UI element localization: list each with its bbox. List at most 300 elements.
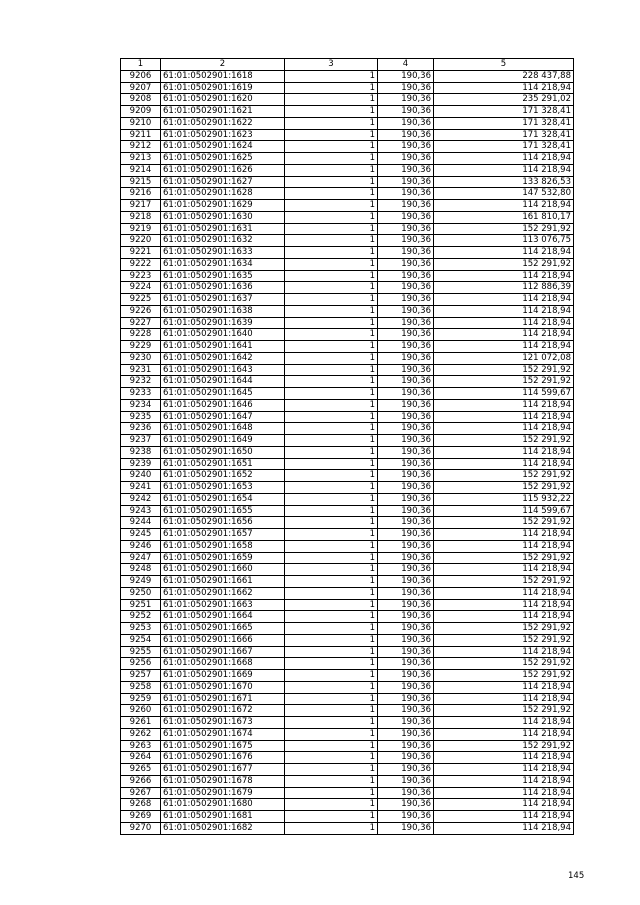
area-cell: 190,36 bbox=[378, 200, 434, 212]
header-cell-col3: 3 bbox=[285, 59, 378, 71]
row-number-cell: 9206 bbox=[121, 70, 161, 82]
cadastral-number-cell: 61:01:0502901:1657 bbox=[161, 529, 285, 541]
table-row bbox=[121, 352, 574, 364]
area-cell: 190,36 bbox=[378, 705, 434, 717]
value-cell: 112 886,39 bbox=[434, 282, 574, 294]
table-row bbox=[121, 94, 574, 106]
row-number-cell: 9231 bbox=[121, 364, 161, 376]
cadastral-number-cell: 61:01:0502901:1680 bbox=[161, 799, 285, 811]
row-number-cell: 9239 bbox=[121, 458, 161, 470]
row-number-cell: 9237 bbox=[121, 435, 161, 447]
area-cell: 190,36 bbox=[378, 411, 434, 423]
table-row bbox=[121, 364, 574, 376]
area-cell: 190,36 bbox=[378, 305, 434, 317]
area-cell: 190,36 bbox=[378, 576, 434, 588]
cadastral-number-cell: 61:01:0502901:1619 bbox=[161, 82, 285, 94]
cadastral-number-cell: 61:01:0502901:1658 bbox=[161, 540, 285, 552]
table-row bbox=[121, 305, 574, 317]
table-row bbox=[121, 529, 574, 541]
table-row bbox=[121, 705, 574, 717]
row-number-cell: 9209 bbox=[121, 106, 161, 118]
row-number-cell: 9253 bbox=[121, 623, 161, 635]
table-row bbox=[121, 411, 574, 423]
row-number-cell: 9268 bbox=[121, 799, 161, 811]
quantity-cell: 1 bbox=[285, 623, 378, 635]
quantity-cell: 1 bbox=[285, 493, 378, 505]
area-cell: 190,36 bbox=[378, 153, 434, 165]
area-cell: 190,36 bbox=[378, 399, 434, 411]
row-number-cell: 9249 bbox=[121, 576, 161, 588]
row-number-cell: 9211 bbox=[121, 129, 161, 141]
cadastral-number-cell: 61:01:0502901:1629 bbox=[161, 200, 285, 212]
area-cell: 190,36 bbox=[378, 470, 434, 482]
cadastral-number-cell: 61:01:0502901:1626 bbox=[161, 164, 285, 176]
table-row bbox=[121, 576, 574, 588]
quantity-cell: 1 bbox=[285, 211, 378, 223]
row-number-cell: 9264 bbox=[121, 752, 161, 764]
area-cell: 190,36 bbox=[378, 505, 434, 517]
value-cell: 114 218,94 bbox=[434, 752, 574, 764]
value-cell: 152 291,92 bbox=[434, 470, 574, 482]
area-cell: 190,36 bbox=[378, 681, 434, 693]
cadastral-number-cell: 61:01:0502901:1633 bbox=[161, 247, 285, 259]
table-row bbox=[121, 540, 574, 552]
quantity-cell: 1 bbox=[285, 411, 378, 423]
value-cell: 171 328,41 bbox=[434, 141, 574, 153]
value-cell: 114 218,94 bbox=[434, 681, 574, 693]
row-number-cell: 9238 bbox=[121, 446, 161, 458]
quantity-cell: 1 bbox=[285, 435, 378, 447]
row-number-cell: 9227 bbox=[121, 317, 161, 329]
value-cell: 152 291,92 bbox=[434, 435, 574, 447]
cadastral-number-cell: 61:01:0502901:1678 bbox=[161, 775, 285, 787]
value-cell: 115 932,22 bbox=[434, 493, 574, 505]
value-cell: 114 218,94 bbox=[434, 693, 574, 705]
quantity-cell: 1 bbox=[285, 94, 378, 106]
cadastral-number-cell: 61:01:0502901:1665 bbox=[161, 623, 285, 635]
cadastral-number-cell: 61:01:0502901:1628 bbox=[161, 188, 285, 200]
row-number-cell: 9256 bbox=[121, 658, 161, 670]
quantity-cell: 1 bbox=[285, 446, 378, 458]
quantity-cell: 1 bbox=[285, 305, 378, 317]
value-cell: 152 291,92 bbox=[434, 223, 574, 235]
quantity-cell: 1 bbox=[285, 200, 378, 212]
table-row bbox=[121, 200, 574, 212]
value-cell: 114 218,94 bbox=[434, 611, 574, 623]
value-cell: 228 437,88 bbox=[434, 70, 574, 82]
area-cell: 190,36 bbox=[378, 317, 434, 329]
value-cell: 171 328,41 bbox=[434, 106, 574, 118]
table-row bbox=[121, 752, 574, 764]
page-number: 145 bbox=[568, 871, 585, 881]
row-number-cell: 9261 bbox=[121, 717, 161, 729]
area-cell: 190,36 bbox=[378, 352, 434, 364]
area-cell: 190,36 bbox=[378, 188, 434, 200]
row-number-cell: 9246 bbox=[121, 540, 161, 552]
table-row bbox=[121, 153, 574, 165]
table-row bbox=[121, 564, 574, 576]
area-cell: 190,36 bbox=[378, 740, 434, 752]
table-row bbox=[121, 399, 574, 411]
table-row bbox=[121, 211, 574, 223]
value-cell: 114 218,94 bbox=[434, 153, 574, 165]
table-row bbox=[121, 470, 574, 482]
value-cell: 152 291,92 bbox=[434, 552, 574, 564]
area-cell: 190,36 bbox=[378, 141, 434, 153]
cadastral-number-cell: 61:01:0502901:1662 bbox=[161, 587, 285, 599]
value-cell: 114 218,94 bbox=[434, 341, 574, 353]
value-cell: 114 218,94 bbox=[434, 446, 574, 458]
table-row bbox=[121, 423, 574, 435]
quantity-cell: 1 bbox=[285, 658, 378, 670]
value-cell: 114 218,94 bbox=[434, 775, 574, 787]
quantity-cell: 1 bbox=[285, 764, 378, 776]
area-cell: 190,36 bbox=[378, 423, 434, 435]
table-row bbox=[121, 552, 574, 564]
quantity-cell: 1 bbox=[285, 164, 378, 176]
value-cell: 114 218,94 bbox=[434, 529, 574, 541]
area-cell: 190,36 bbox=[378, 458, 434, 470]
cadastral-number-cell: 61:01:0502901:1620 bbox=[161, 94, 285, 106]
quantity-cell: 1 bbox=[285, 223, 378, 235]
area-cell: 190,36 bbox=[378, 117, 434, 129]
quantity-cell: 1 bbox=[285, 822, 378, 834]
cadastral-number-cell: 61:01:0502901:1668 bbox=[161, 658, 285, 670]
table-row bbox=[121, 247, 574, 259]
area-cell: 190,36 bbox=[378, 670, 434, 682]
quantity-cell: 1 bbox=[285, 693, 378, 705]
quantity-cell: 1 bbox=[285, 681, 378, 693]
area-cell: 190,36 bbox=[378, 599, 434, 611]
quantity-cell: 1 bbox=[285, 188, 378, 200]
area-cell: 190,36 bbox=[378, 270, 434, 282]
quantity-cell: 1 bbox=[285, 247, 378, 259]
row-number-cell: 9255 bbox=[121, 646, 161, 658]
row-number-cell: 9258 bbox=[121, 681, 161, 693]
table-row bbox=[121, 587, 574, 599]
row-number-cell: 9218 bbox=[121, 211, 161, 223]
quantity-cell: 1 bbox=[285, 634, 378, 646]
table-row bbox=[121, 176, 574, 188]
table-row bbox=[121, 787, 574, 799]
value-cell: 114 218,94 bbox=[434, 458, 574, 470]
area-cell: 190,36 bbox=[378, 435, 434, 447]
row-number-cell: 9259 bbox=[121, 693, 161, 705]
table-row bbox=[121, 740, 574, 752]
quantity-cell: 1 bbox=[285, 728, 378, 740]
table-row bbox=[121, 164, 574, 176]
quantity-cell: 1 bbox=[285, 117, 378, 129]
value-cell: 114 218,94 bbox=[434, 399, 574, 411]
quantity-cell: 1 bbox=[285, 564, 378, 576]
table-row bbox=[121, 317, 574, 329]
table-row bbox=[121, 658, 574, 670]
table-row bbox=[121, 70, 574, 82]
row-number-cell: 9257 bbox=[121, 670, 161, 682]
value-cell: 114 218,94 bbox=[434, 423, 574, 435]
value-cell: 114 599,67 bbox=[434, 505, 574, 517]
cadastral-number-cell: 61:01:0502901:1659 bbox=[161, 552, 285, 564]
row-number-cell: 9226 bbox=[121, 305, 161, 317]
quantity-cell: 1 bbox=[285, 529, 378, 541]
area-cell: 190,36 bbox=[378, 106, 434, 118]
area-cell: 190,36 bbox=[378, 258, 434, 270]
cadastral-number-cell: 61:01:0502901:1642 bbox=[161, 352, 285, 364]
area-cell: 190,36 bbox=[378, 529, 434, 541]
cadastral-number-cell: 61:01:0502901:1677 bbox=[161, 764, 285, 776]
table-row bbox=[121, 681, 574, 693]
cadastral-number-cell: 61:01:0502901:1641 bbox=[161, 341, 285, 353]
area-cell: 190,36 bbox=[378, 176, 434, 188]
header-cell-col5: 5 bbox=[434, 59, 574, 71]
area-cell: 190,36 bbox=[378, 94, 434, 106]
quantity-cell: 1 bbox=[285, 505, 378, 517]
cadastral-number-cell: 61:01:0502901:1640 bbox=[161, 329, 285, 341]
table-row bbox=[121, 329, 574, 341]
area-cell: 190,36 bbox=[378, 294, 434, 306]
quantity-cell: 1 bbox=[285, 329, 378, 341]
row-number-cell: 9244 bbox=[121, 517, 161, 529]
value-cell: 235 291,02 bbox=[434, 94, 574, 106]
cadastral-number-cell: 61:01:0502901:1634 bbox=[161, 258, 285, 270]
value-cell: 114 218,94 bbox=[434, 305, 574, 317]
header-row bbox=[121, 59, 574, 71]
table-row bbox=[121, 728, 574, 740]
quantity-cell: 1 bbox=[285, 458, 378, 470]
value-cell: 114 218,94 bbox=[434, 329, 574, 341]
cadastral-number-cell: 61:01:0502901:1645 bbox=[161, 388, 285, 400]
row-number-cell: 9232 bbox=[121, 376, 161, 388]
row-number-cell: 9266 bbox=[121, 775, 161, 787]
row-number-cell: 9210 bbox=[121, 117, 161, 129]
cadastral-number-cell: 61:01:0502901:1625 bbox=[161, 153, 285, 165]
quantity-cell: 1 bbox=[285, 540, 378, 552]
row-number-cell: 9207 bbox=[121, 82, 161, 94]
quantity-cell: 1 bbox=[285, 717, 378, 729]
cadastral-number-cell: 61:01:0502901:1624 bbox=[161, 141, 285, 153]
table-row bbox=[121, 611, 574, 623]
area-cell: 190,36 bbox=[378, 282, 434, 294]
quantity-cell: 1 bbox=[285, 811, 378, 823]
area-cell: 190,36 bbox=[378, 517, 434, 529]
cadastral-number-cell: 61:01:0502901:1639 bbox=[161, 317, 285, 329]
area-cell: 190,36 bbox=[378, 764, 434, 776]
table-row bbox=[121, 376, 574, 388]
area-cell: 190,36 bbox=[378, 587, 434, 599]
area-cell: 190,36 bbox=[378, 540, 434, 552]
area-cell: 190,36 bbox=[378, 211, 434, 223]
value-cell: 152 291,92 bbox=[434, 658, 574, 670]
cadastral-number-cell: 61:01:0502901:1663 bbox=[161, 599, 285, 611]
area-cell: 190,36 bbox=[378, 129, 434, 141]
area-cell: 190,36 bbox=[378, 623, 434, 635]
table-row bbox=[121, 599, 574, 611]
area-cell: 190,36 bbox=[378, 693, 434, 705]
cadastral-number-cell: 61:01:0502901:1673 bbox=[161, 717, 285, 729]
quantity-cell: 1 bbox=[285, 235, 378, 247]
row-number-cell: 9217 bbox=[121, 200, 161, 212]
value-cell: 114 218,94 bbox=[434, 811, 574, 823]
quantity-cell: 1 bbox=[285, 352, 378, 364]
cadastral-number-cell: 61:01:0502901:1671 bbox=[161, 693, 285, 705]
table-row bbox=[121, 482, 574, 494]
table-row bbox=[121, 129, 574, 141]
value-cell: 152 291,92 bbox=[434, 482, 574, 494]
area-cell: 190,36 bbox=[378, 552, 434, 564]
quantity-cell: 1 bbox=[285, 282, 378, 294]
table-row bbox=[121, 505, 574, 517]
quantity-cell: 1 bbox=[285, 552, 378, 564]
quantity-cell: 1 bbox=[285, 153, 378, 165]
area-cell: 190,36 bbox=[378, 787, 434, 799]
cadastral-number-cell: 61:01:0502901:1653 bbox=[161, 482, 285, 494]
value-cell: 161 810,17 bbox=[434, 211, 574, 223]
quantity-cell: 1 bbox=[285, 258, 378, 270]
area-cell: 190,36 bbox=[378, 247, 434, 259]
row-number-cell: 9214 bbox=[121, 164, 161, 176]
cadastral-number-cell: 61:01:0502901:1623 bbox=[161, 129, 285, 141]
table-row bbox=[121, 117, 574, 129]
area-cell: 190,36 bbox=[378, 482, 434, 494]
row-number-cell: 9224 bbox=[121, 282, 161, 294]
area-cell: 190,36 bbox=[378, 799, 434, 811]
row-number-cell: 9270 bbox=[121, 822, 161, 834]
value-cell: 114 599,67 bbox=[434, 388, 574, 400]
table-row bbox=[121, 822, 574, 834]
cadastral-number-cell: 61:01:0502901:1632 bbox=[161, 235, 285, 247]
value-cell: 152 291,92 bbox=[434, 258, 574, 270]
area-cell: 190,36 bbox=[378, 634, 434, 646]
row-number-cell: 9260 bbox=[121, 705, 161, 717]
cadastral-number-cell: 61:01:0502901:1647 bbox=[161, 411, 285, 423]
area-cell: 190,36 bbox=[378, 446, 434, 458]
table-row bbox=[121, 811, 574, 823]
quantity-cell: 1 bbox=[285, 129, 378, 141]
cadastral-number-cell: 61:01:0502901:1655 bbox=[161, 505, 285, 517]
row-number-cell: 9230 bbox=[121, 352, 161, 364]
row-number-cell: 9235 bbox=[121, 411, 161, 423]
row-number-cell: 9245 bbox=[121, 529, 161, 541]
row-number-cell: 9242 bbox=[121, 493, 161, 505]
quantity-cell: 1 bbox=[285, 775, 378, 787]
quantity-cell: 1 bbox=[285, 670, 378, 682]
value-cell: 114 218,94 bbox=[434, 540, 574, 552]
quantity-cell: 1 bbox=[285, 787, 378, 799]
row-number-cell: 9229 bbox=[121, 341, 161, 353]
value-cell: 114 218,94 bbox=[434, 799, 574, 811]
value-cell: 152 291,92 bbox=[434, 634, 574, 646]
cadastral-number-cell: 61:01:0502901:1646 bbox=[161, 399, 285, 411]
area-cell: 190,36 bbox=[378, 329, 434, 341]
row-number-cell: 9269 bbox=[121, 811, 161, 823]
quantity-cell: 1 bbox=[285, 364, 378, 376]
cadastral-number-cell: 61:01:0502901:1656 bbox=[161, 517, 285, 529]
row-number-cell: 9228 bbox=[121, 329, 161, 341]
value-cell: 121 072,08 bbox=[434, 352, 574, 364]
area-cell: 190,36 bbox=[378, 70, 434, 82]
row-number-cell: 9219 bbox=[121, 223, 161, 235]
table-row bbox=[121, 517, 574, 529]
area-cell: 190,36 bbox=[378, 775, 434, 787]
header-cell-col4: 4 bbox=[378, 59, 434, 71]
area-cell: 190,36 bbox=[378, 82, 434, 94]
row-number-cell: 9212 bbox=[121, 141, 161, 153]
cadastral-number-cell: 61:01:0502901:1627 bbox=[161, 176, 285, 188]
cadastral-number-cell: 61:01:0502901:1676 bbox=[161, 752, 285, 764]
quantity-cell: 1 bbox=[285, 740, 378, 752]
quantity-cell: 1 bbox=[285, 317, 378, 329]
table-row bbox=[121, 188, 574, 200]
cadastral-number-cell: 61:01:0502901:1648 bbox=[161, 423, 285, 435]
area-cell: 190,36 bbox=[378, 235, 434, 247]
quantity-cell: 1 bbox=[285, 388, 378, 400]
cadastral-number-cell: 61:01:0502901:1636 bbox=[161, 282, 285, 294]
quantity-cell: 1 bbox=[285, 587, 378, 599]
cadastral-number-cell: 61:01:0502901:1618 bbox=[161, 70, 285, 82]
table-row bbox=[121, 82, 574, 94]
table-row bbox=[121, 458, 574, 470]
row-number-cell: 9248 bbox=[121, 564, 161, 576]
value-cell: 133 826,53 bbox=[434, 176, 574, 188]
quantity-cell: 1 bbox=[285, 705, 378, 717]
area-cell: 190,36 bbox=[378, 564, 434, 576]
row-number-cell: 9243 bbox=[121, 505, 161, 517]
cadastral-number-cell: 61:01:0502901:1661 bbox=[161, 576, 285, 588]
cadastral-number-cell: 61:01:0502901:1622 bbox=[161, 117, 285, 129]
value-cell: 114 218,94 bbox=[434, 200, 574, 212]
table-row bbox=[121, 493, 574, 505]
value-cell: 114 218,94 bbox=[434, 164, 574, 176]
row-number-cell: 9208 bbox=[121, 94, 161, 106]
row-number-cell: 9222 bbox=[121, 258, 161, 270]
quantity-cell: 1 bbox=[285, 82, 378, 94]
row-number-cell: 9223 bbox=[121, 270, 161, 282]
table-row bbox=[121, 435, 574, 447]
cadastral-number-cell: 61:01:0502901:1638 bbox=[161, 305, 285, 317]
quantity-cell: 1 bbox=[285, 141, 378, 153]
row-number-cell: 9234 bbox=[121, 399, 161, 411]
cadastral-number-cell: 61:01:0502901:1675 bbox=[161, 740, 285, 752]
cadastral-number-cell: 61:01:0502901:1672 bbox=[161, 705, 285, 717]
value-cell: 114 218,94 bbox=[434, 411, 574, 423]
row-number-cell: 9233 bbox=[121, 388, 161, 400]
area-cell: 190,36 bbox=[378, 493, 434, 505]
value-cell: 152 291,92 bbox=[434, 376, 574, 388]
cadastral-number-cell: 61:01:0502901:1682 bbox=[161, 822, 285, 834]
table-row bbox=[121, 282, 574, 294]
cadastral-number-cell: 61:01:0502901:1660 bbox=[161, 564, 285, 576]
cadastral-number-cell: 61:01:0502901:1669 bbox=[161, 670, 285, 682]
area-cell: 190,36 bbox=[378, 658, 434, 670]
quantity-cell: 1 bbox=[285, 482, 378, 494]
value-cell: 152 291,92 bbox=[434, 576, 574, 588]
value-cell: 113 076,75 bbox=[434, 235, 574, 247]
value-cell: 114 218,94 bbox=[434, 270, 574, 282]
table-row bbox=[121, 141, 574, 153]
cadastral-number-cell: 61:01:0502901:1666 bbox=[161, 634, 285, 646]
row-number-cell: 9213 bbox=[121, 153, 161, 165]
table-row bbox=[121, 223, 574, 235]
header-cell-col2: 2 bbox=[161, 59, 285, 71]
value-cell: 114 218,94 bbox=[434, 728, 574, 740]
value-cell: 152 291,92 bbox=[434, 705, 574, 717]
table-row bbox=[121, 670, 574, 682]
area-cell: 190,36 bbox=[378, 728, 434, 740]
row-number-cell: 9247 bbox=[121, 552, 161, 564]
cadastral-number-cell: 61:01:0502901:1667 bbox=[161, 646, 285, 658]
table-row bbox=[121, 623, 574, 635]
quantity-cell: 1 bbox=[285, 399, 378, 411]
